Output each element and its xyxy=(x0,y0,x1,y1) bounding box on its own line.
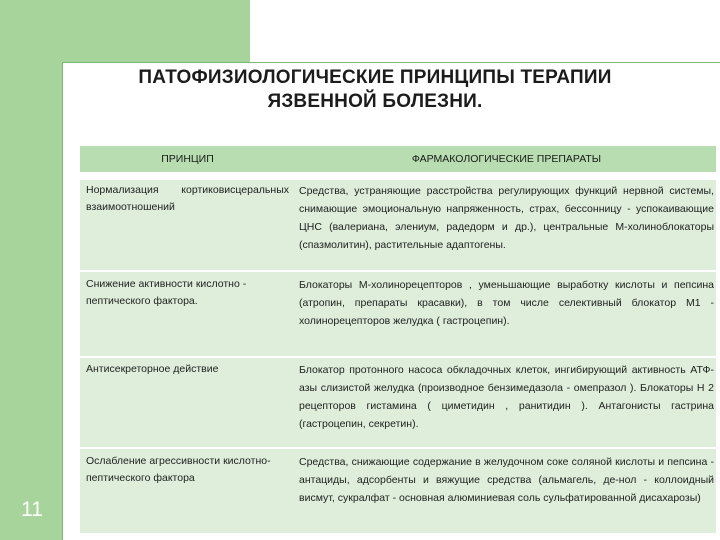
title-line-2: ЯЗВЕННОЙ БОЛЕЗНИ. xyxy=(267,91,483,112)
principle-cell: Ослабление агрессивности кислотно-пептического фактора xyxy=(86,455,271,484)
drugs-cell: Блокаторы М-холинорецепторов , уменьшающие выработку кислоты и пепсина (атропин, препараты красавки), в том числе селективный блокатор М1 - холинорецепторов желудка ( гастроцепин). xyxy=(299,279,714,327)
header-drugs: ФАРМАКОЛОГИЧЕСКИЕ ПРЕПАРАТЫ xyxy=(411,153,602,165)
slide-number: 11 xyxy=(21,498,43,521)
green-sidebar-decoration xyxy=(0,0,62,540)
drugs-cell: Средства, устраняющие расстройства регулирующих функций нервной системы, снимающие эмоциональную напряженность, страх, бессонницу - успокаивающие ЦНС (валериана, элениум, радедорм и др.), центральные М-холиноблокаторы (спазмолитин), растительные адаптогены. xyxy=(299,185,714,251)
table-header-row xyxy=(80,146,716,172)
table-row xyxy=(80,180,716,270)
green-topbar-decoration xyxy=(62,0,250,62)
drugs-cell: Средства, снижающие содержание в желудочном соке соляной кислоты и пепсина - антациды, адсорбенты и вяжущие средства (альмагель, де-нол - коллоидный висмут, сукралфат - основная алюминиевая соль сульфатированной дисахарозы) xyxy=(299,456,714,504)
slide-title xyxy=(70,66,680,114)
principle-cell: Нормализация кортиковисцеральных взаимоотношений xyxy=(86,184,289,213)
header-principle: ПРИНЦИП xyxy=(161,152,214,165)
title-line-1: ПАТОФИЗИОЛОГИЧЕСКИЕ ПРИНЦИПЫ ТЕРАПИИ xyxy=(138,67,612,88)
table-row xyxy=(80,358,716,447)
principle-cell: Антисекреторное действие xyxy=(86,363,219,375)
drugs-cell: Блокатор протонного насоса обкладочных клеток, ингибирующий активность АТФ-азы слизистой желудка (производное бензимедазола - омепразол ). Блокаторы Н 2 рецепторов гистамина ( циметидин , ранитидин ). Антагонисты гастрина (гастроцепин, секретин). xyxy=(299,364,714,430)
principle-cell: Снижение активности кислотно - пептического фактора. xyxy=(86,278,247,307)
therapy-table xyxy=(80,146,716,533)
horizontal-rule xyxy=(62,62,720,63)
vertical-rule xyxy=(62,62,63,540)
row-separator xyxy=(80,172,716,180)
table-row xyxy=(80,272,716,356)
table-row xyxy=(80,449,716,533)
